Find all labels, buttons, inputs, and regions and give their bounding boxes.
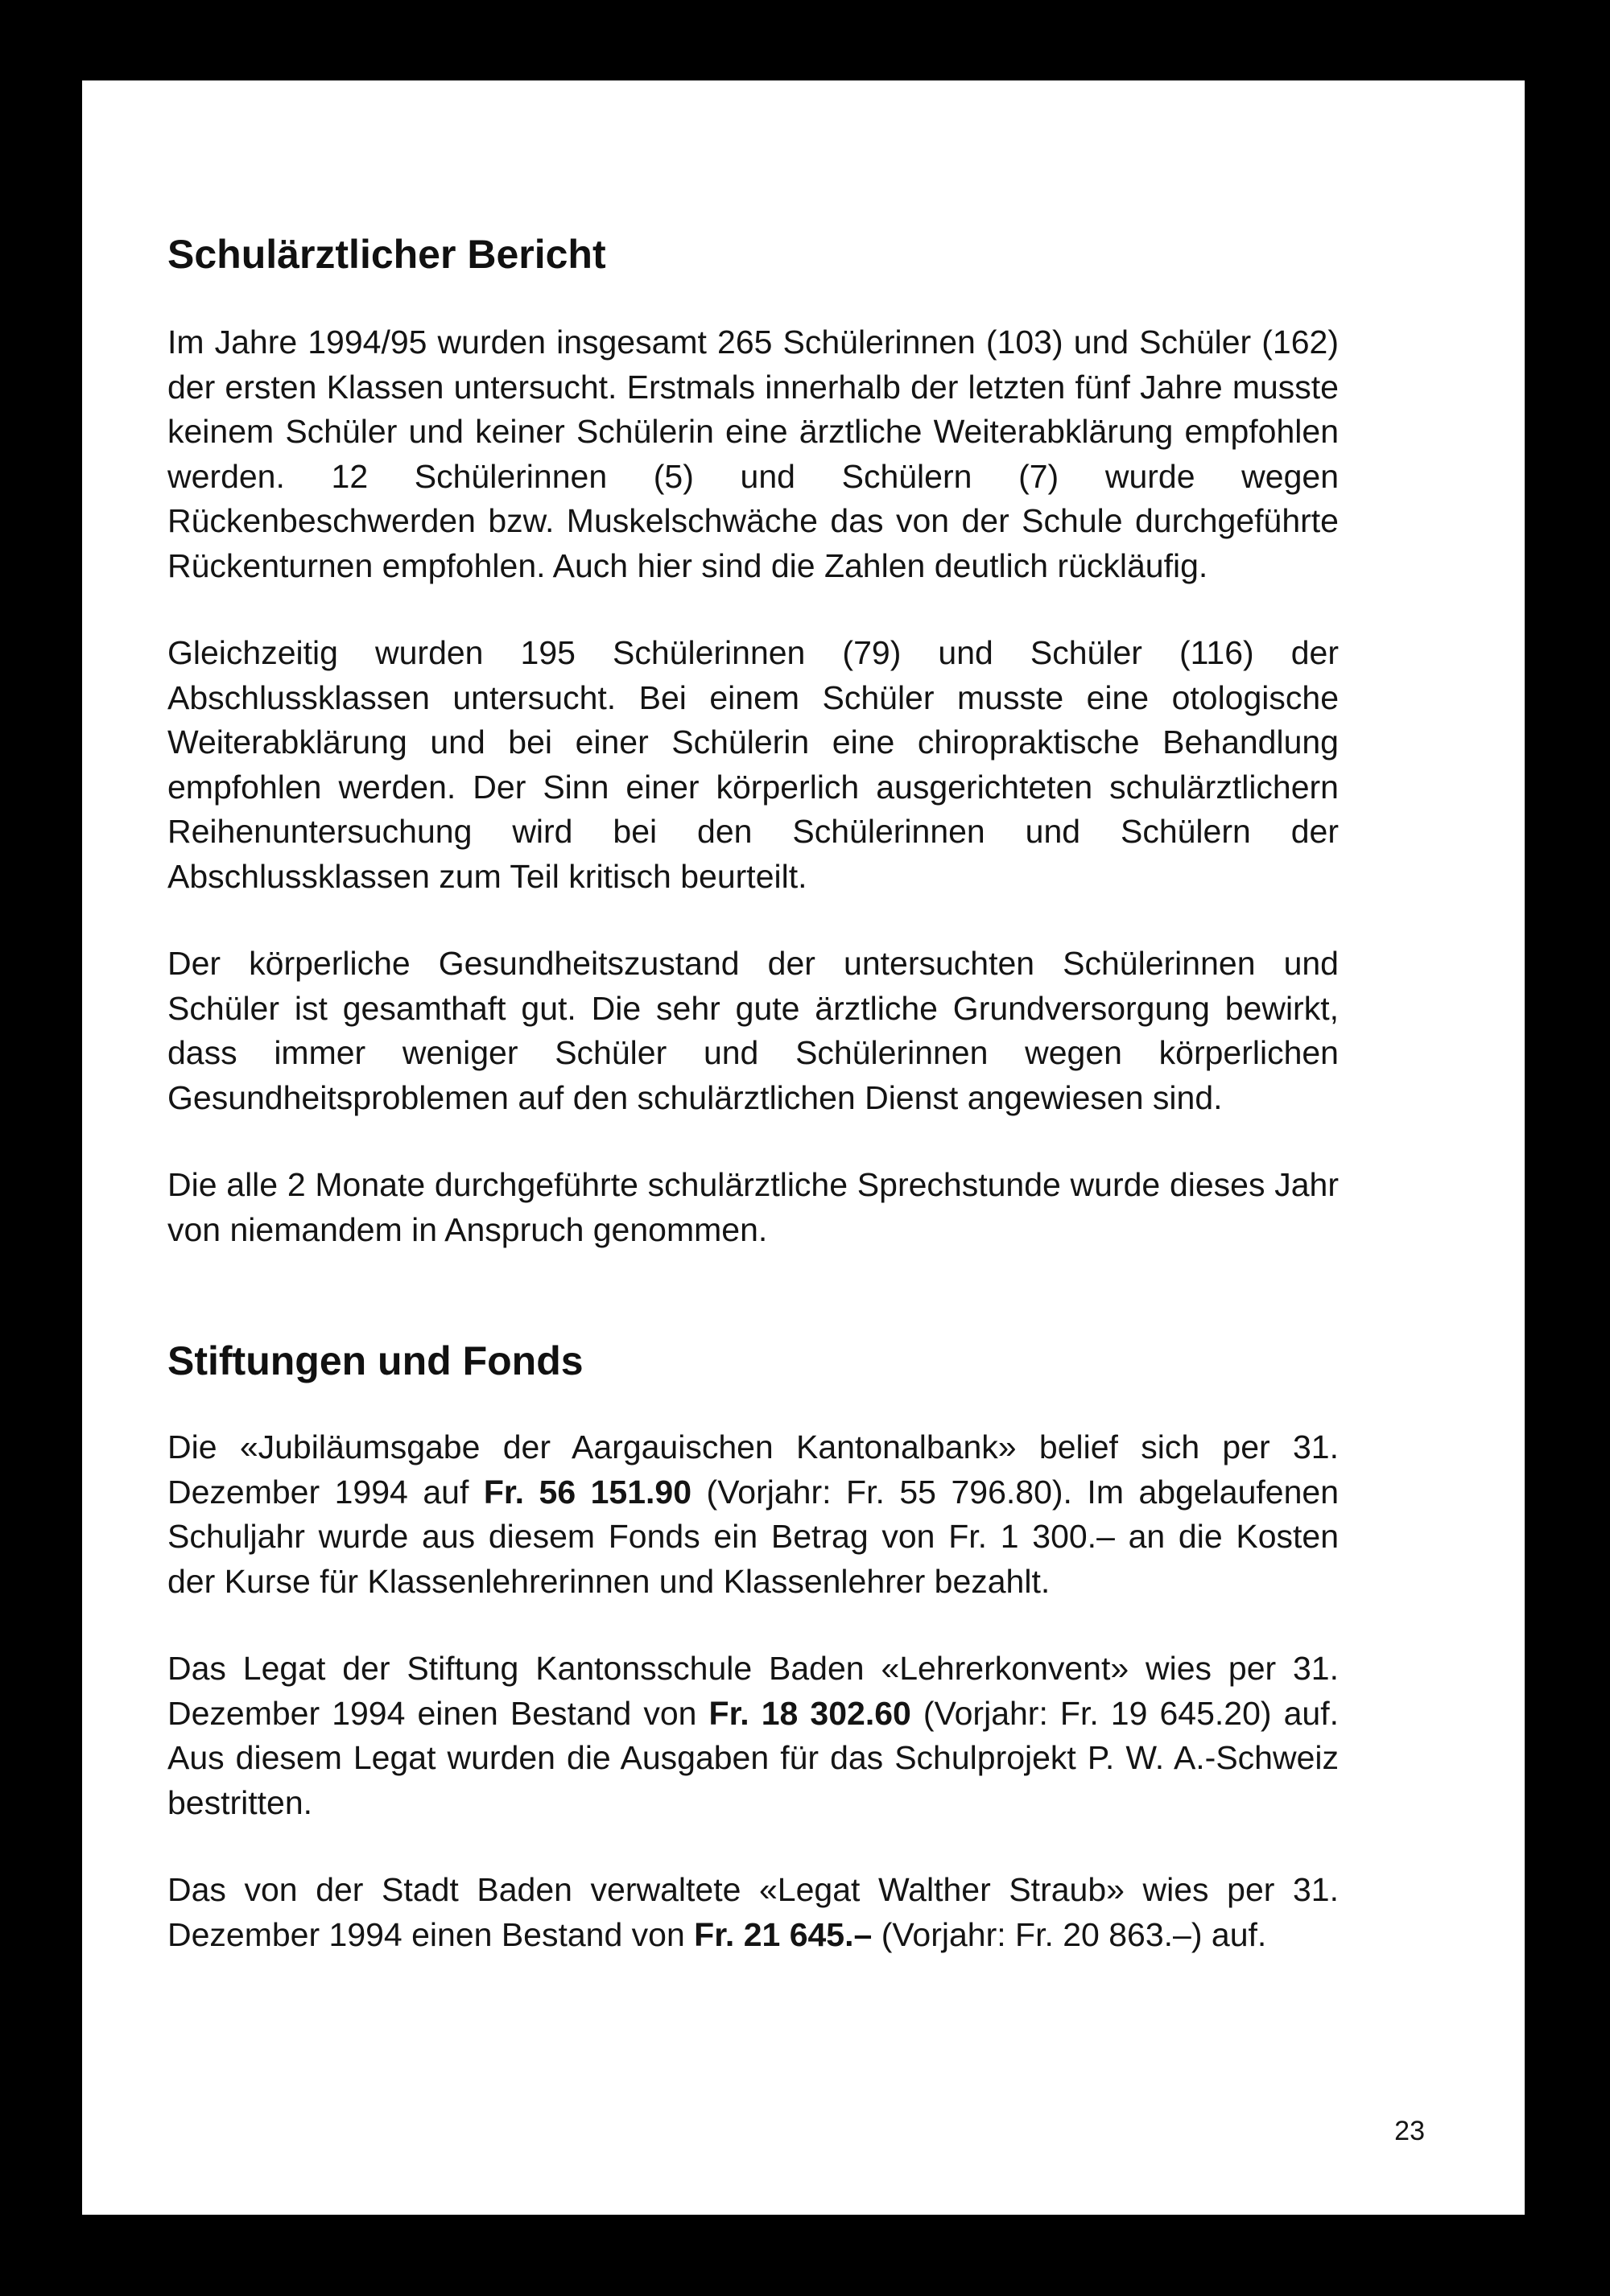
- paragraph: Die alle 2 Monate durchgeführte schulärztliche Sprechstunde wurde dieses Jahr von niemandem in Anspruch genommen.: [167, 1166, 1339, 1248]
- text: Das von der Stadt Baden verwaltete «Legat Walther Straub» wies per 31. Dezember 1994 einen Bestand von: [167, 1871, 1339, 1953]
- amount: Fr. 21 645.–: [694, 1915, 873, 1953]
- paragraph-legat-straub: [167, 1868, 1339, 1957]
- amount: Fr. 56 151.90: [483, 1473, 692, 1511]
- document-page: [82, 80, 1525, 2215]
- page-number: 23: [1394, 2116, 1425, 2146]
- paragraph-jubilaeumsgabe: [167, 1425, 1339, 1604]
- paragraph-lehrerkonvent: [167, 1647, 1339, 1825]
- text: (Vorjahr: Fr. 55 796.80). Im abgelaufenen Schuljahr wurde aus diesem Fonds ein Betrag von Fr. 1 300.– an die Kosten der Kurse für Klassenlehrerinnen und Klassenlehrer bezahlt.: [167, 1473, 1340, 1600]
- heading-stiftungen: Stiftungen und Fonds: [167, 1338, 584, 1383]
- paragraph: Im Jahre 1994/95 wurden insgesamt 265 Schülerinnen (103) und Schüler (162) der ersten Klassen untersucht. Erstmals innerhalb der letzten fünf Jahre musste keinem Schüler und keiner Schülerin eine ärztliche Weiterabklärung empfohlen werden. 12 Schülerinnen (5) und Schülern (7) wurde wegen Rückenbeschwerden bzw. Muskelschwäche das von der Schule durchgeführte Rückenturnen empfohlen. Auch hier sind die Zahlen deutlich rückläufig.: [167, 324, 1339, 584]
- amount: Fr. 18 302.60: [708, 1694, 911, 1732]
- text: Die «Jubiläumsgabe der Aargauischen Kantonalbank» belief sich per 31. Dezember 1994 auf: [167, 1428, 1339, 1511]
- page-content: [167, 230, 1339, 1957]
- paragraph: Gleichzeitig wurden 195 Schülerinnen (79) und Schüler (116) der Abschlussklassen untersucht. Bei einem Schüler musste eine otologische Weiterabklärung und bei einer Schülerin eine chiropraktische Behandlung empfohlen werden. Der Sinn einer körperlich ausgerichteten schulärztlichern Reihenuntersuchung wird bei den Schülerinnen und Schülern der Abschlussklassen zum Teil kritisch beurteilt.: [167, 634, 1339, 895]
- text: (Vorjahr: Fr. 20 863.–) auf.: [872, 1915, 1267, 1953]
- text: (Vorjahr: Fr. 19 645.20) auf. Aus diesem Legat wurden die Ausgaben für das Schulprojekt P. W. A.-Schweiz bestritten.: [167, 1694, 1339, 1821]
- text: Das Legat der Stiftung Kantonsschule Baden «Lehrerkonvent» wies per 31. Dezember 1994 einen Bestand von: [167, 1650, 1339, 1732]
- paragraph: Der körperliche Gesundheitszustand der untersuchten Schülerinnen und Schüler ist gesamthaft gut. Die sehr gute ärztliche Grundversorgung bewirkt, dass immer weniger Schüler und Schülerinnen wegen körperlichen Gesundheitsproblemen auf den schulärztlichen Dienst angewiesen sind.: [167, 945, 1339, 1116]
- heading-schularzt: Schulärztlicher Bericht: [167, 232, 606, 277]
